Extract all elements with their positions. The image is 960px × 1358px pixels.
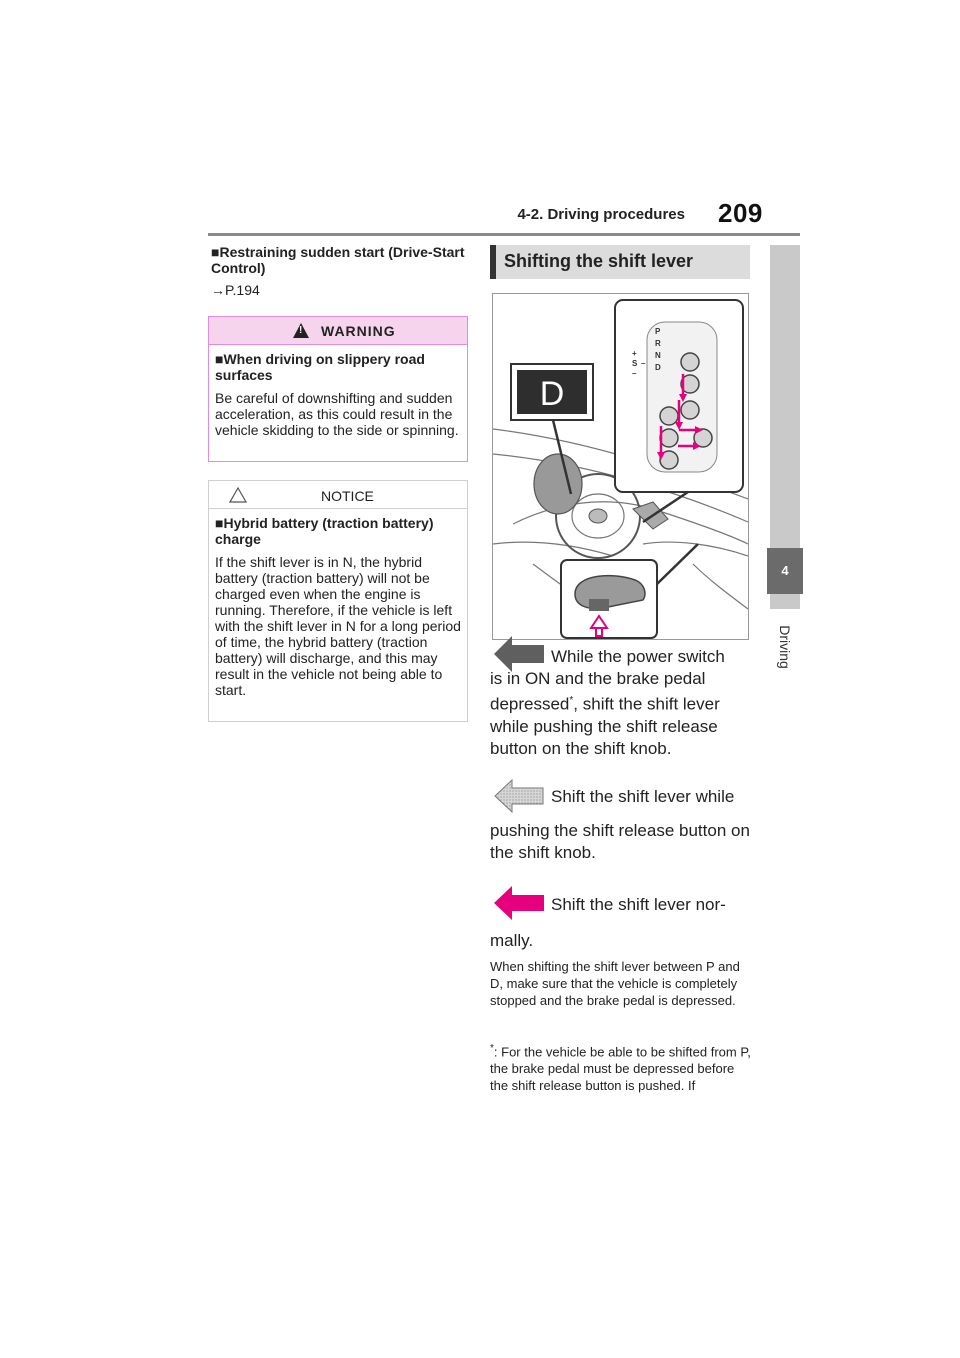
gate-label-n: N <box>655 351 661 360</box>
section-title: 4-2. Driving procedures <box>517 206 685 223</box>
notice-title: NOTICE <box>321 488 374 504</box>
section-heading: Shifting the shift lever <box>490 245 750 279</box>
warning-heading: ■When driving on slippery road surfaces <box>215 351 425 383</box>
page-number: 209 <box>718 198 763 228</box>
left-arrow-hatched-icon <box>494 778 544 814</box>
chapter-number: 4 <box>767 548 803 594</box>
item3-first-line: Shift the shift lever nor- <box>551 895 726 914</box>
chapter-label: Driving <box>777 625 793 669</box>
gate-label-r: R <box>655 339 661 348</box>
item2-first-line: Shift the shift lever while <box>551 787 735 806</box>
gate-label-d: D <box>655 363 661 372</box>
notice-heading: ■Hybrid battery (traction battery) charge <box>215 515 434 547</box>
notice-header <box>209 481 467 509</box>
gate-label-p: P <box>655 327 661 336</box>
gate-label-minus: – <box>632 369 637 378</box>
warning-text: Be careful of downshifting and sudden acceleration, as this could result in the vehicle skidding to the side or spinning. <box>215 390 459 438</box>
item1-first-line: While the power switch <box>551 647 725 666</box>
warning-title: WARNING <box>321 323 396 339</box>
warning-triangle-icon <box>293 323 309 338</box>
item2-text: pushing the shift release button on the shift knob. <box>490 821 750 862</box>
notice-box <box>208 480 468 722</box>
shift-lever-drawing <box>493 294 748 639</box>
warning-header <box>209 317 467 345</box>
restraining-heading: ■Restraining sudden start (Drive-Start Control) <box>211 244 465 276</box>
header-rule <box>208 233 800 236</box>
shift-note: When shifting the shift lever between P and D, make sure that the vehicle is completely stopped and the brake pedal is depressed. <box>490 959 740 1008</box>
item1-text: is in ON and the brake pedal depressed*, shift the shift lever while pushing the shift release button on the shift knob. <box>490 669 720 758</box>
page-reference-link[interactable]: →P.194 <box>211 282 260 298</box>
gate-label-dash: – <box>641 359 646 368</box>
footnote: *: For the vehicle be able to be shifted from P, the brake pedal must be depressed before the shift release button is pushed. If <box>490 1043 751 1094</box>
item3-text: mally. <box>490 931 534 950</box>
notice-text: If the shift lever is in N, the hybrid battery (traction battery) will not be charged even when the engine is running. Therefore, if the vehicle is left with the shift lever in N for a long period of time, the hybrid battery (traction battery) will discharge, and this may result in the vehicle not being able to start. <box>215 554 461 698</box>
notice-triangle-icon <box>229 487 247 503</box>
warning-box <box>208 316 468 462</box>
left-arrow-magenta-icon <box>494 884 544 922</box>
gear-display-letter: D <box>539 375 565 413</box>
shift-lever-illustration <box>492 293 749 640</box>
gate-label-s: S <box>632 359 638 368</box>
gate-label-plus: + <box>632 349 637 358</box>
